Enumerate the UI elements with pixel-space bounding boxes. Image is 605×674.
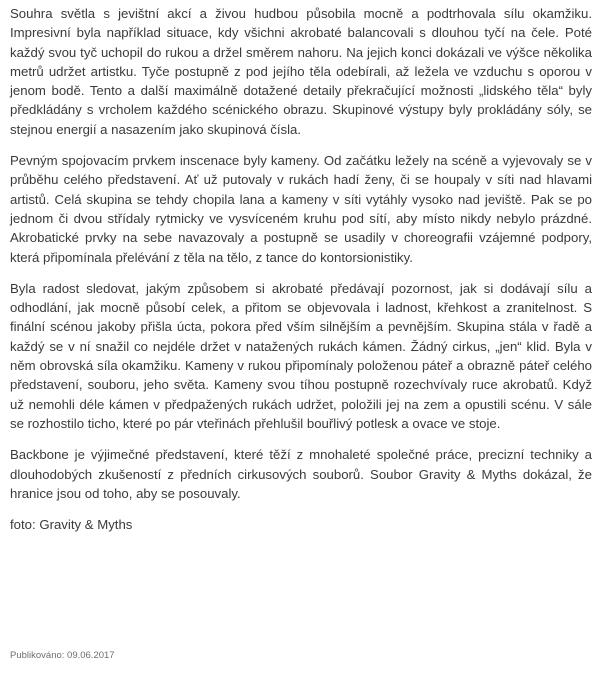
article-paragraph-3: Byla radost sledovat, jakým způsobem si akrobaté předávají pozornost, jak si dodávají sílu a odhodlání, jak mocně působí celek, a přitom se objevovala i ladnost, křehkost a zranitelnost. S finální scénou jakoby přišla úcta, pokora před vším silnějším a pevnějším. Skupina stála v řadě a každý se v ní snažil co nejdéle držet v natažených rukách kámen. Žádný cirkus, „jen“ klid. Byla v něm obrovská síla okamžiku. Kameny v rukou připomínaly položenou páteř a obrazně páteř celého představení, souboru, jeho světa. Kameny svou tíhou postupně rozechvívaly ruce akrobatů. Když už nemohli déle kámen v předpažených rukách udržet, položili jej na zem a opustili scénu. V sále se rozhostilo ticho, které po pár vteřinách přehlušil bouřlivý potlesk a ovace ve stoje. [10,280,592,431]
article-paragraph-4: Backbone je výjimečné představení, které těží z mnohaleté společné práce, precizní techniky a dlouhodobých zkušeností z předních cirkusových souborů. Soubor Gravity & Myths dokázal, že hranice jsou od toho, aby se posouvaly. [10,447,592,501]
article-paragraph-2: Pevným spojovacím prvkem inscenace byly kameny. Od začátku ležely na scéně a vyjevovaly se v průběhu celého představení. Ať už putovaly v rukách hadí ženy, či se houpaly v síti nad hlavami artistů. Celá skupina se tehdy chopila lana a kameny v síti vytáhly vysoko nad jeviště. Pak se po jednom či dvou střídaly rytmicky ve vysvíceném kruhu pod sítí, aby místo nikdy nebylo prázdné. Akrobatické prvky na sebe navazovaly a postupně se usadily v choreografii vzájemné podpory, která připomínala přelévání z těla na tělo, z tance do kontorsionistiky. [10,153,592,265]
article-paragraph-1: Souhra světla s jevištní akcí a živou hudbou působila mocně a podtrhovala sílu okamžiku. Impresivní byla například situace, kdy všichni akrobaté balancovali s dlouhou tyčí na čele. Poté každý svou tyč uchopil do rukou a držel směrem nahoru. Na jejich konci dokázali ve výšce několika metrů udržet artistku. Tyče postupně z pod jejího těla odebírali, až ležela ve vzduchu s oporou v jenom bodě. Tento a další maximálně dotažené detaily překračující možnosti „lidského těla“ byly předkládány s vrcholem každého scénického obrazu. Skupinové výstupy byly prokládány sóly, se stejnou energií a nasazením jako skupinová čísla. [10,6,592,137]
published-date: Publikováno: 09.06.2017 [10,650,115,661]
photo-credit: foto: Gravity & Myths [10,517,133,533]
article-body [10,4,592,534]
